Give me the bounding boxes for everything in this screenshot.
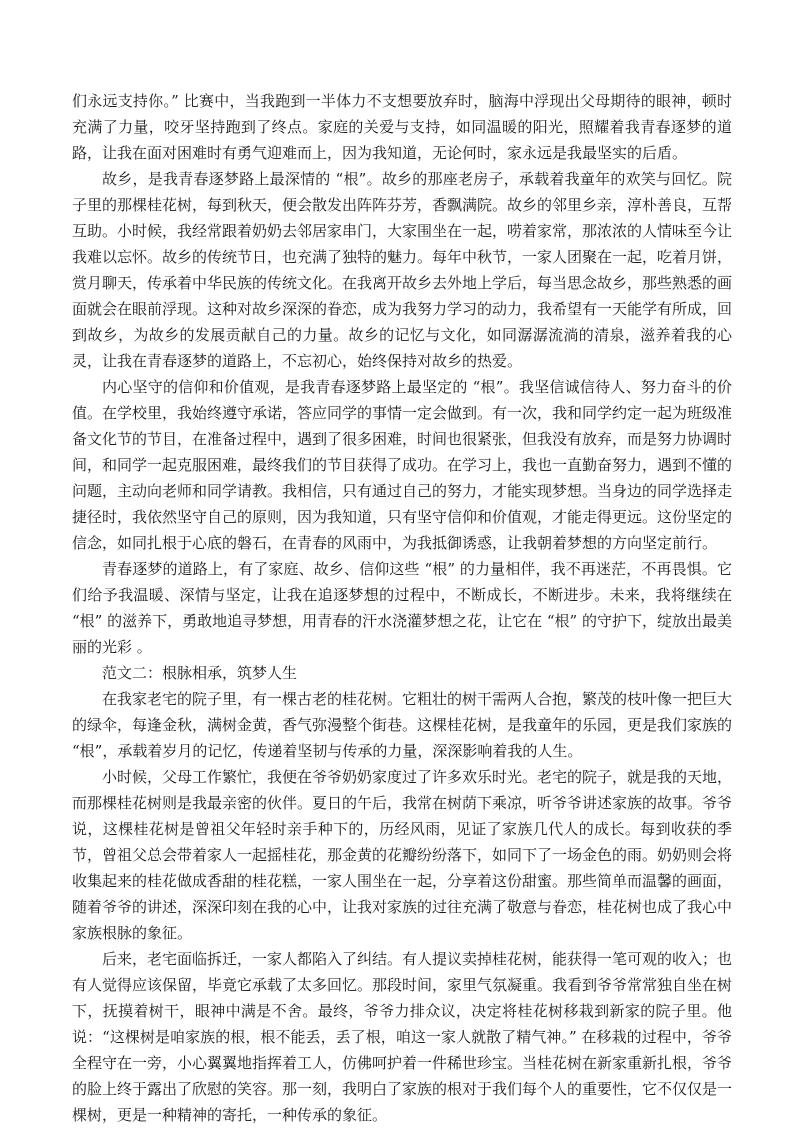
paragraph-3: 内心坚守的信仰和价值观，是我青春逐梦路上最坚定的 “根”。我坚信诚信待人、努力奋斗的价值。在学校里，我始终遵守承诺，答应同学的事情一定会做到。有一次，我和同学约定一起为班级准备文化节的节目，在准备过程中，遇到了很多困难，时间也很紧张，但我没有放弃，而是努力协调时间，和同学一起克服困难，最终我们的节目获得了成功。在学习上，我也一直勤奋努力，遇到不懂的问题，主动向老师和同学请教。我相信，只有通过自己的努力，才能实现梦想。当身边的同学选择走捷径时，我依然坚守自己的原则，因为我知道，只有坚守信仰和价值观，才能走得更远。这份坚定的信念，如同扎根于心底的磐石，在青春的风雨中，为我抵御诱惑，让我朝着梦想的方向坚定前行。 bbox=[72, 378, 733, 552]
paragraph-1: 们永远支持你。” 比赛中，当我跑到一半体力不支想要放弃时，脑海中浮现出父母期待的眼神，顿时充满了力量，咬牙坚持跑到了终点。家庭的关爱与支持，如同温暖的阳光，照耀着我青春逐梦的道路，让我在面对困难时有勇气迎难而上，因为我知道，无论何时，家永远是我最坚实的后盾。 bbox=[72, 92, 732, 162]
paragraph-4: 青春逐梦的道路上，有了家庭、故乡、信仰这些 “根” 的力量相伴，我不再迷茫，不再畏惧。它们给予我温暖、深情与坚定，让我在追逐梦想的过程中，不断成长，不断进步。未来，我将继续在 “根” 的滋养下，勇敢地追寻梦想，用青春的汗水浇灌梦想之花，让它在 “根” 的守护下，绽放出最美丽的光彩 。 bbox=[72, 560, 732, 656]
paragraph-2: 故乡，是我青春逐梦路上最深情的 “根”。故乡的那座老房子，承载着我童年的欢笑与回忆。院子里的那棵桂花树，每到秋天，便会散发出阵阵芬芳，香飘满院。故乡的邻里乡亲，淳朴善良，互帮互助。小时候，我经常跟着奶奶去邻居家串门，大家围坐在一起，唠着家常，那浓浓的人情味至今让我难以忘怀。故乡的传统节日，也充满了独特的魅力。每年中秋节，一家人团聚在一起，吃着月饼，赏月聊天，传承着中华民族的传统文化。在我离开故乡去外地上学后，每当思念故乡，那些熟悉的画面就会在眼前浮现。这种对故乡深深的眷恋，成为我努力学习的动力，我希望有一天能学有所成，回到故乡，为故乡的发展贡献自己的力量。故乡的记忆与文化，如同潺潺流淌的清泉，滋养着我的心灵，让我在青春逐梦的道路上，不忘初心，始终保持对故乡的热爱。 bbox=[72, 170, 733, 370]
paragraph-7: 小时候，父母工作繁忙，我便在爷爷奶奶家度过了许多欢乐时光。老宅的院子，就是我的天地，而那棵桂花树则是我最亲密的伙伴。夏日的午后，我常在树荫下乘凉，听爷爷讲述家族的故事。爷爷说，这棵桂花树是曾祖父年轻时亲手种下的，历经风雨，见证了家族几代人的成长。每到收获的季节，曾祖父总会带着家人一起摇桂花，那金黄的花瓣纷纷落下，如同下了一场金色的雨。奶奶则会将收集起来的桂花做成香甜的桂花糕，一家人围坐在一起，分享着这份甜蜜。那些简单而温馨的画面，随着爷爷的讲述，深深印刻在我的心中，让我对家族的过往充满了敬意与眷恋，桂花树也成了我心中家族根脉的象征。 bbox=[72, 768, 733, 942]
document-page bbox=[72, 88, 732, 1128]
paragraph-8: 后来，老宅面临拆迁，一家人都陷入了纠结。有人提议卖掉桂花树，能获得一笔可观的收入；也有人觉得应该保留，毕竟它承载了太多回忆。那段时间，家里气氛凝重。我看到爷爷常常独自坐在树下，抚摸着树干，眼神中满是不舍。最终，爷爷力排众议，决定将桂花树移栽到新家的院子里。他说：“这棵树是咱家族的根，根不能丢，丢了根，咱这一家人就散了精气神。” 在移栽的过程中，爷爷全程守在一旁，小心翼翼地指挥着工人，仿佛呵护着一件稀世珍宝。当桂花树在新家重新扎根，爷爷的脸上终于露出了欣慰的笑容。那一刻，我明白了家族的根对于我们每个人的重要性，它不仅仅是一棵树，更是一种精神的寄托，一种传承的象征。 bbox=[72, 950, 733, 1124]
paragraph-6: 在我家老宅的院子里，有一棵古老的桂花树。它粗壮的树干需两人合抱，繁茂的枝叶像一把巨大的绿伞，每逢金秋，满树金黄，香气弥漫整个街巷。这棵桂花树，是我童年的乐园，更是我们家族的 “根”，承载着岁月的记忆，传递着坚韧与传承的力量，深深影响着我的人生。 bbox=[72, 690, 733, 760]
section-heading: 范文二：根脉相承，筑梦人生 bbox=[102, 664, 298, 682]
